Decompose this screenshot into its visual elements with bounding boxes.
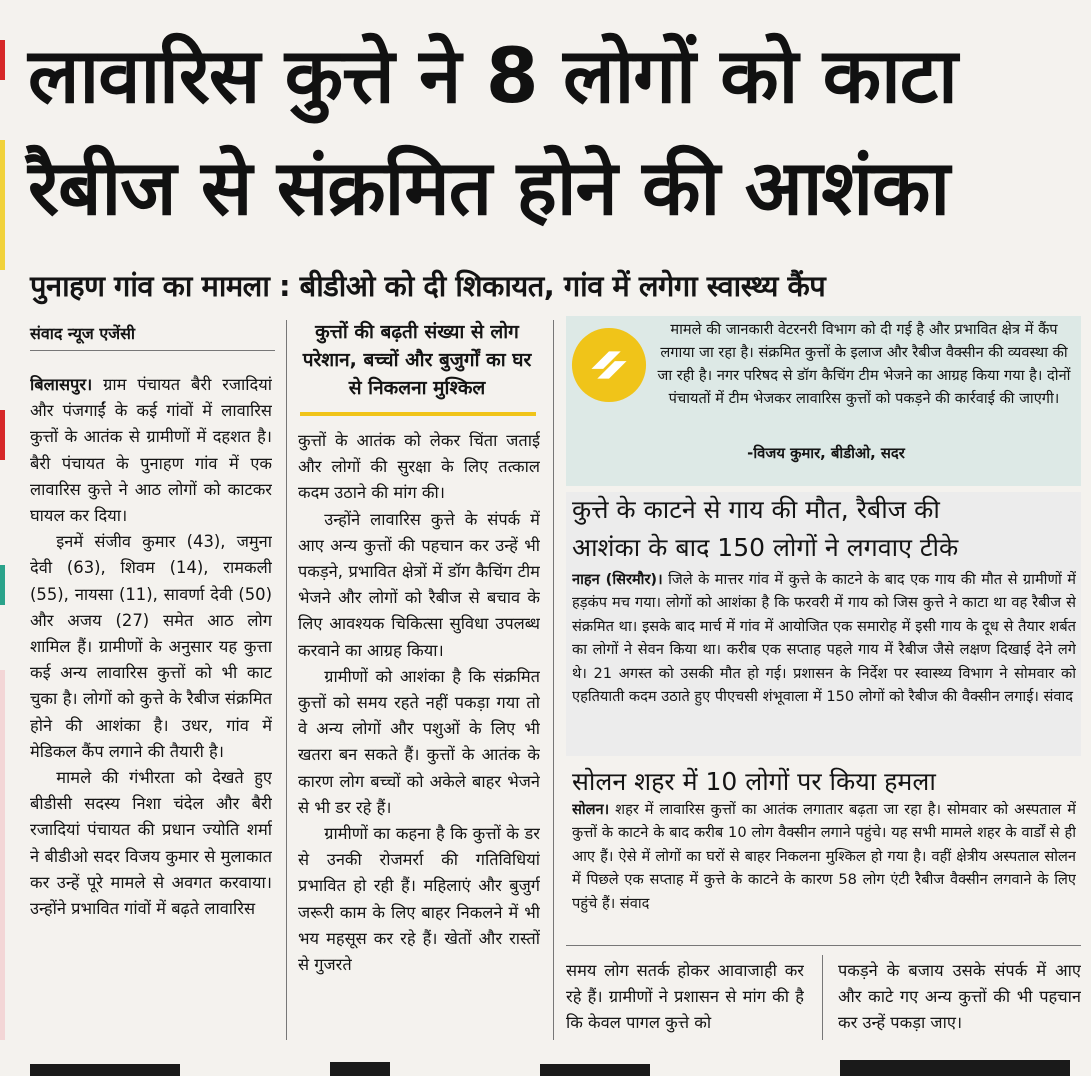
column-2-para-2: उन्होंने लावारिस कुत्ते के संपर्क में आए अन्य कुत्तों की पहचान कर उन्हें भी पकड़ने, प्रभावित क्षेत्रों में डॉग कैचिंग टीम भेजने और लोगों को रैबीज से बचाव के लिए आवश्यक चिकित्सा सुविधा उपलब्ध करवाने का आग्रह किया। (298, 509, 540, 660)
headline-line-1: लावारिस कुत्ते ने 8 लोगों को काटा (28, 31, 957, 120)
story-2-headline-line-2: आशंका के बाद 150 लोगों ने लगवाए टीके (572, 533, 959, 562)
headline-line-2: रैबीज से संक्रमित होने की आशंका (28, 143, 950, 232)
story-2-dateline: नाहन (सिरमौर)। (572, 571, 663, 588)
edge-mark-red (0, 40, 5, 80)
sidebar-heading-underline (300, 412, 536, 416)
edge-mark-teal (0, 565, 5, 605)
column-1-text-1: ग्राम पंचायत बैरी रजादियां और पंजगाईं के कई गांवों में लावारिस कुत्तों के आतंक से ग्रामीणों में दहशत है। बैरी पंचायत के पुनाहण गांव में एक लावारिस कुत्ते ने आठ लोगों को काटकर घायल कर दिया। (30, 375, 272, 526)
next-headline-cutoff (0, 1040, 1091, 1076)
story-2-body (572, 568, 1076, 752)
quote-text: मामले की जानकारी वेटरनरी विभाग को दी गई है और प्रभावित क्षेत्र में कैंप लगाया जा रहा है। संक्रमित कुत्तों के इलाज और रैबीज वैक्सीन की व्यवस्था की जा रही है। नगर परिषद से डॉग कैचिंग टीम भेजने का आग्रह किया गया है। दोनों पंचायतों में टीम भेजकर लावारिस कुत्तों को पकड़ने की कार्रवाई की जाएगी। (657, 321, 1071, 407)
dateline: बिलासपुर। (30, 375, 93, 394)
column-1 (30, 372, 272, 1042)
column-4: पकड़ने के बजाय उसके संपर्क में आए और काटे गए अन्य कुत्तों की भी पहचान कर उन्हें पकड़ा जाए। (838, 961, 1081, 1033)
column-divider-3 (822, 955, 823, 1040)
edge-mark-pink (0, 670, 5, 1040)
quote-attribution: -विजय कुमार, बीडीओ, सदर (747, 445, 905, 462)
column-2-para-3: ग्रामीणों को आशंका है कि संक्रमित कुत्तों को समय रहते नहीं पकड़ा गया तो वे अन्य लोगों और पशुओं के लिए भी खतरा बन सकते हैं। कुत्तों के आतंक के कारण लोग बच्चों को अकेले बाहर भेजने से भी डर रहे हैं। (298, 666, 540, 817)
story-3-dateline: सोलन। (572, 801, 610, 818)
column-3: समय लोग सतर्क होकर आवाजाही कर रहे हैं। ग्रामीणों ने प्रशासन से मांग की है कि केवल पागल कुत्ते को (566, 961, 804, 1033)
byline-rule (30, 350, 275, 351)
column-2-para-1: कुत्तों के आतंक को लेकर चिंता जताई और लोगों की सुरक्षा के लिए तत्काल कदम उठाने की मांग की। (298, 431, 540, 503)
story-3-text: शहर में लावारिस कुत्तों का आतंक लगातार बढ़ता जा रहा है। सोमवार को अस्पताल में कुत्तों के काटने के बाद करीब 10 लोग वैक्सीन लगाने पहुंचे। यह सभी मामले शहर के वार्डों से ही आए हैं। ऐसे में लोगों का घरों से बाहर निकलना मुश्किल हो गया है। वहीं क्षेत्रीय अस्पताल सोलन में पिछले एक सप्ताह में कुत्ते के काटने के कारण 58 लोग एंटी रैबीज वैक्सीन लगवाने के लिए पहुंचे हैं। संवाद (572, 801, 1076, 912)
column-divider-2 (553, 320, 554, 1040)
column-divider-1 (286, 320, 287, 1040)
edge-mark-red-2 (0, 410, 5, 460)
column-2-para-4: ग्रामीणों का कहना है कि कुत्तों के डर से उनकी रोजमर्रा की गतिविधियां प्रभावित हो रही हैं। महिलाएं और बुजुर्ग जरूरी काम के लिए बाहर निकलने में भी भय महसूस कर रहे हैं। खेतों और रास्तों से गुजरते (298, 824, 540, 975)
story-3-bottom-rule (566, 945, 1081, 946)
story-2-headline-line-1: कुत्ते के काटने से गाय की मौत, रैबीज की (572, 495, 940, 524)
story-2-text: जिले के मात्तर गांव में कुत्ते के काटने के बाद एक गाय की मौत से ग्रामीणों में हड़कंप मच गया। लोगों को आशंका है कि फरवरी में गाय को जिस कुत्ते ने काटा था वह रैबीज से संक्रमित था। इसके बाद मार्च में गांव में आयोजित एक समारोह में इसी गाय के दूध से तैयार शर्बत का लोगों ने सेवन किया था। करीब एक सप्ताह पहले गाय में रैबीज जैसे लक्षण दिखाई देने लगे थे। 21 अगस्त को उसकी मौत हो गई। प्रशासन के निर्देश पर स्वास्थ्य विभाग ने सोमवार को एहतियाती कदम उठाते हुए पीएचसी शंभूवाला में 150 लोगों को रैबीज की वैक्सीन लगाई। संवाद (572, 571, 1076, 706)
amar-ujala-logo-icon (570, 326, 648, 404)
column-1-para-2: इनमें संजीव कुमार (43), जमुना देवी (63), शिवम (14), रामकली (55), नायसा (11), सावर्णा देवी (50) और अजय (27) समेत आठ लोग शामिल हैं। ग्रामीणों के अनुसार यह कुत्ता कई अन्य लावारिस कुत्तों को भी काट चुका है। लोगों को कुत्ते के रैबीज संक्रमित होने की आशंका है। उधर, गांव में मेडिकल कैंप लगाने की तैयारी है। (30, 532, 272, 761)
story-3-body (572, 798, 1076, 940)
agency-byline: संवाद न्यूज एजेंसी (30, 324, 136, 343)
subheadline: पुनाहण गांव का मामला : बीडीओ को दी शिकायत, गांव में लगेगा स्वास्थ्य कैंप (30, 269, 826, 303)
edge-mark-yellow (0, 140, 5, 270)
column-1-para-1 (30, 372, 272, 529)
story-3-headline: सोलन शहर में 10 लोगों पर किया हमला (572, 767, 936, 796)
column-1-para-3: मामले की गंभीरता को देखते हुए बीडीसी सदस्य निशा चंदेल और बैरी रजादियां पंचायत की प्रधान ज्योति शर्मा ने बीडीओ सदर विजय कुमार से मुलाकात कर उन्हें पूरे मामले से अवगत करवाया। उन्होंने प्रभावित गांवों में बढ़ते लावारिस (30, 768, 272, 919)
sidebar-heading: कुत्तों की बढ़ती संख्या से लोग परेशान, बच्चों और बुजुर्गों का घर से निकलना मुश्किल (302, 321, 532, 399)
column-2 (298, 428, 540, 1040)
